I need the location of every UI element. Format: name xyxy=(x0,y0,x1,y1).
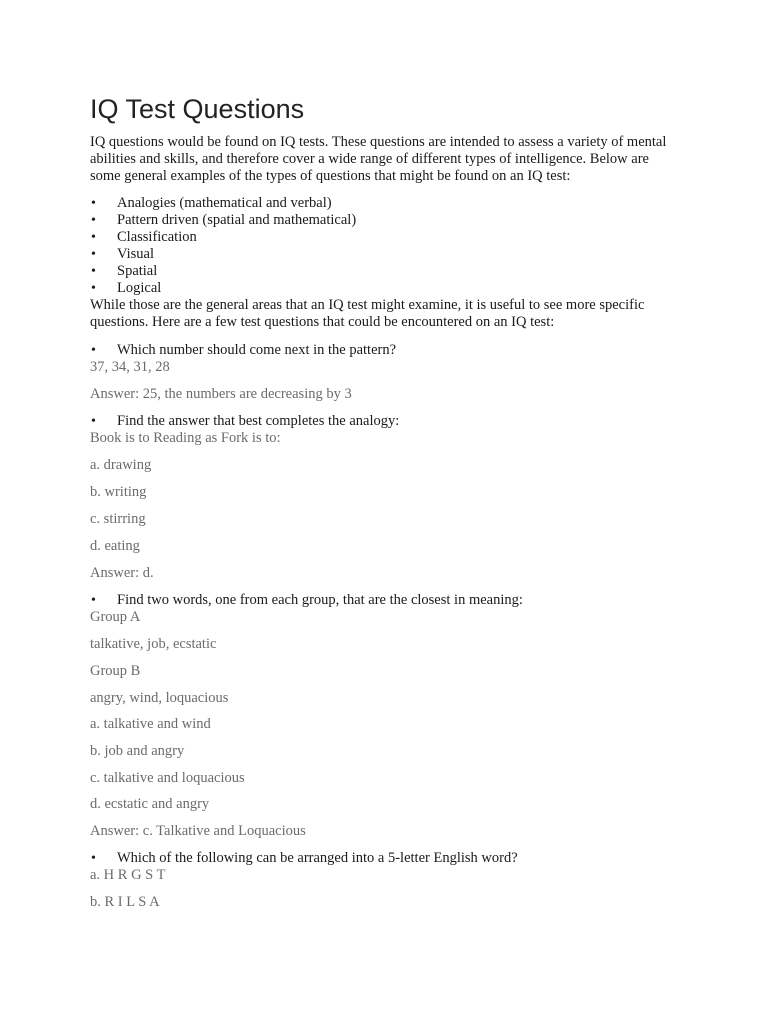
option-line: b. R I L S A xyxy=(90,894,160,910)
option-line: a. talkative and wind xyxy=(90,716,211,732)
question-types-list xyxy=(90,195,356,297)
question-line: 37, 34, 31, 28 xyxy=(90,359,170,375)
question-prompt: • Which of the following can be arranged into a 5-letter English word? xyxy=(90,850,518,867)
option-line: a. H R G S T xyxy=(90,867,166,883)
option-line: a. drawing xyxy=(90,457,152,473)
option-line: c. stirring xyxy=(90,511,146,527)
question-line: Group A xyxy=(90,609,141,625)
question-prompt: • Which number should come next in the pattern? xyxy=(90,342,396,359)
question-line: talkative, job, ecstatic xyxy=(90,636,217,652)
list-item: • Logical xyxy=(90,280,356,297)
list-item: • Visual xyxy=(90,246,356,263)
question-line: angry, wind, loquacious xyxy=(90,690,229,706)
question-line: Book is to Reading as Fork is to: xyxy=(90,430,281,446)
option-line: b. job and angry xyxy=(90,743,185,759)
question-line: Group B xyxy=(90,663,141,679)
question-prompt: • Find two words, one from each group, that are the closest in meaning: xyxy=(90,592,523,609)
intro-paragraph: IQ questions would be found on IQ tests. These questions are intended to assess a variety of mental abilities and skills, and therefore cover a wide range of different types of intelligence. Below are some general examples of the types of questions that might be found on an IQ test: xyxy=(90,134,667,184)
question-prompt: • Find the answer that best completes the analogy: xyxy=(90,413,399,430)
list-item: • Spatial xyxy=(90,263,356,280)
option-line: d. eating xyxy=(90,538,140,554)
answer-line: Answer: 25, the numbers are decreasing by 3 xyxy=(90,386,352,402)
transition-paragraph: While those are the general areas that an IQ test might examine, it is useful to see more specific questions. Here are a few test questions that could be encountered on an IQ test: xyxy=(90,297,645,330)
answer-line: Answer: c. Talkative and Loquacious xyxy=(90,823,306,839)
answer-line: Answer: d. xyxy=(90,565,154,581)
list-item: • Pattern driven (spatial and mathematical) xyxy=(90,212,356,229)
list-item: • Classification xyxy=(90,229,356,246)
list-item: • Analogies (mathematical and verbal) xyxy=(90,195,356,212)
option-line: d. ecstatic and angry xyxy=(90,796,210,812)
page-title: IQ Test Questions xyxy=(90,94,305,124)
option-line: b. writing xyxy=(90,484,147,500)
option-line: c. talkative and loquacious xyxy=(90,770,245,786)
